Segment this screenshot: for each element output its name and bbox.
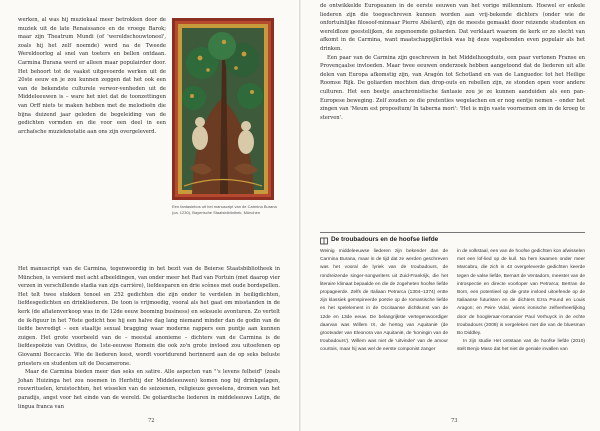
right-page [301,0,600,431]
manuscript-illumination [172,18,274,200]
sidebar-title: De troubadours en de hoofse liefde [331,236,439,243]
body-paragraph: Een paar van de Carmina zijn geschreven in het Middelhoogduits, een paar vertonen Franse en Provençaalse invloeden. Maar twee eeuwen onderzoek hebben aangetoond dat de liederen uit alle delen van Europa afkomstig zijn, van Aragón tot Schotland en van de Languedoc tot het Heilige Roomse Rijk. De goliarden mochten dan drop-outs en rebellen zijn, ze stonden open voor andere culturen. Het een beetje anachronistische fantasie zou je ze kunnen aanduiden als een pan-Europese beweging. Zelf zouden ze die pretenties wegelachen en er nog eentje nemen – onder het zingen van 'Meum est propositum/ In taberna mori': 'Het is mijn vaste voornemen om in de kroeg te sterven'. [320,54,585,121]
body-paragraph: Het manuscript van de Carmina, tegenwoordig in het bezit van de Beierse Staatsbibliotheek in München, is versierd met acht afbeeldingen, van onder meer het Rad van Fortuin (met daarop vier verzen in verschillende stadia van zijn carrière), liefdesparen en drie scènes met oude bordspellen. Het telt twee stukken tenoel en 252 gedichten die zijn onder te verdelen in heiligdichten, liefdesgedichten en drinkliederen. De toon is vrijmoedig, vooral als het gaat om misstanden in de kerk (de aflatenverkoop was in de 12de eeuw booming business) en seksuele avonturen. Zo vertelt de ik-figuur in het 76ste gedicht hoe hij een halve dag lang niemand minder dan de godin van de liefde bevredigt – een staaltje sexual bragging waar moderne rappers een puntje aan kunnen zuigen. Het grote voorbeeld van de – meestal anonieme – dichters van de Carmina is de liefdespoëzie van Ovidius, de 1ste-eeuwse Romein die ook zo'n grote invloed zou uitoefenen op Giovanni Boccaccio. Wie de liederen leest, wordt voortdurend herinnerd aan de op seks beluste priesters en studenten uit de Decamerone. [18,266,280,367]
sidebar-box [320,232,585,412]
page-number-left: 72 [148,418,155,424]
figure [172,18,277,219]
left-column-full [18,265,280,411]
right-column-top [320,2,585,122]
sidebar-column-1 [320,248,448,355]
sidebar-paragraph: In zijn studie Het ontstaan van de hoofse liefde (2010) stelt Benjo Maso dat het niet de geniale invallen van [457,339,585,353]
left-column-narrow [18,16,166,136]
page-number-right: 73 [451,418,458,424]
body-paragraph: Maar de Carmina bieden meer dan seks en satire. Alle aspecten van "'s levens felheid" (zoals Johan Huizinga het zou noemen in Herfsttij der Middeleeuwen) komen nog bij drinkgelagen, rouwrituelen, kruistochten, het wisselen van de seizoenen, religieuze gevoelens, dromen van het paradijs, angst voor het einde van de wereld. De goliardische liederen in middeleeuws Latijn, de lingua franca van [18,369,280,410]
sidebar-paragraph: in de volkstaal, een van de hoofse gedichten kon afwisselen met een lof-lied op de kuil. Na hem kwamen onder meer Marcabru, die zich in 43 overgeleverde gedichten keerde tegen de valse liefde, Bernart de Ventadorn, meester van de introspectie en directe voorloper van Petrarca; Bertran de Born, een potentieel op die grote invloed uitoefende op de Italiaanse futuristen en de dichters Ezra Pound en Louis Aragon; en Peire Vidal, wiens ironische zelfverheerlijking door de hoogleraar-romancier Paul Verhuyck in de echte troubadours (2008) is vergeleken met die van de bluesman Bo Diddley. [457,249,586,337]
sidebar-header [320,232,585,248]
sidebar-column-2 [457,248,585,355]
body-paragraph: de ontwikkelde Europeanen in de eerste eeuwen van het vorige millennium. Hoewel er enkele liederen zijn die toegeschreven kunnen worden aan vrij-bekende dichters (onder wie de onfortuinlijke filosoof-minnaar Pierre Abélard), zijn de meeste gemaakt door reizende studenten en wereldloze geestelijken, de zogenoemde goliarden. Dat verklaart waarom de kerk er zo slecht van afkomt in de Carmina, want maatschappijkritiek was bij deze vagebonden even populair als het drinken. [320,3,585,52]
figure-caption: Een fantasiebos uit het manuscript van de Carmina Burana (ca. 1230), Bayerische Staatsbibliothek, München [172,204,277,215]
sidebar-paragraph: Weinig middeleeuwse liederen zijn bekender dan de Carmina Burana, maar in de tijd dat ze werden geschreven was het vooral de lyriek van de troubadours, de rondreizende singer-songwriters uit Zuid-Frankrijk, die het literaire klimaat bepaalde en die de zogeheten hoofse liefde propageerde. Zelfs de Italiaan Petrarca (1304–1374) entte zijn klassiek geïnspireerde poëzie op de romantische liefde en het spelelement in de Occitaanse dichtkunst van de 12de en 13de eeuw. De belangrijkste vertegenwoordiger daarvan was Willem IX, de hertog van Aquitanië (de grootvader van Eleonora van Aquitanië, de 'koningin van de troubadours'). Willem was niet de 'uitvinder' van de amour courtois, maar hij was wel de eerste componist zanger [320,249,448,353]
book-icon [320,237,328,245]
body-paragraph: werken, al was hij muziekaal meer betrokken door de muziek uit de late Renaissance en de vroege Barok; maar zijn Theatrum Mundi (of 'wereldschouwtoneel', zoals hij het zelf noemde) werd na de Tweede Wereldoorlog al snel van toeters en bellen ontdaan. Carmina Burana werd er alleen maar populairder door. Het behoort tot de vaakst uitgevoerde werken uit de 20ste eeuw en je zou kunnen zeggen dat het ook een van de bekendste culturele verwor-venheden uit de Middeleeuwen is – ware het niet dat de toonzettingen van Orff niets te maken hebben met de melodieën die bijna duizend jaar geleden de begeleiding van de gedichten vormden en die voor een deel in een archaïsche muzieknotatie aan ons zijn overgeleverd. [18,17,166,135]
